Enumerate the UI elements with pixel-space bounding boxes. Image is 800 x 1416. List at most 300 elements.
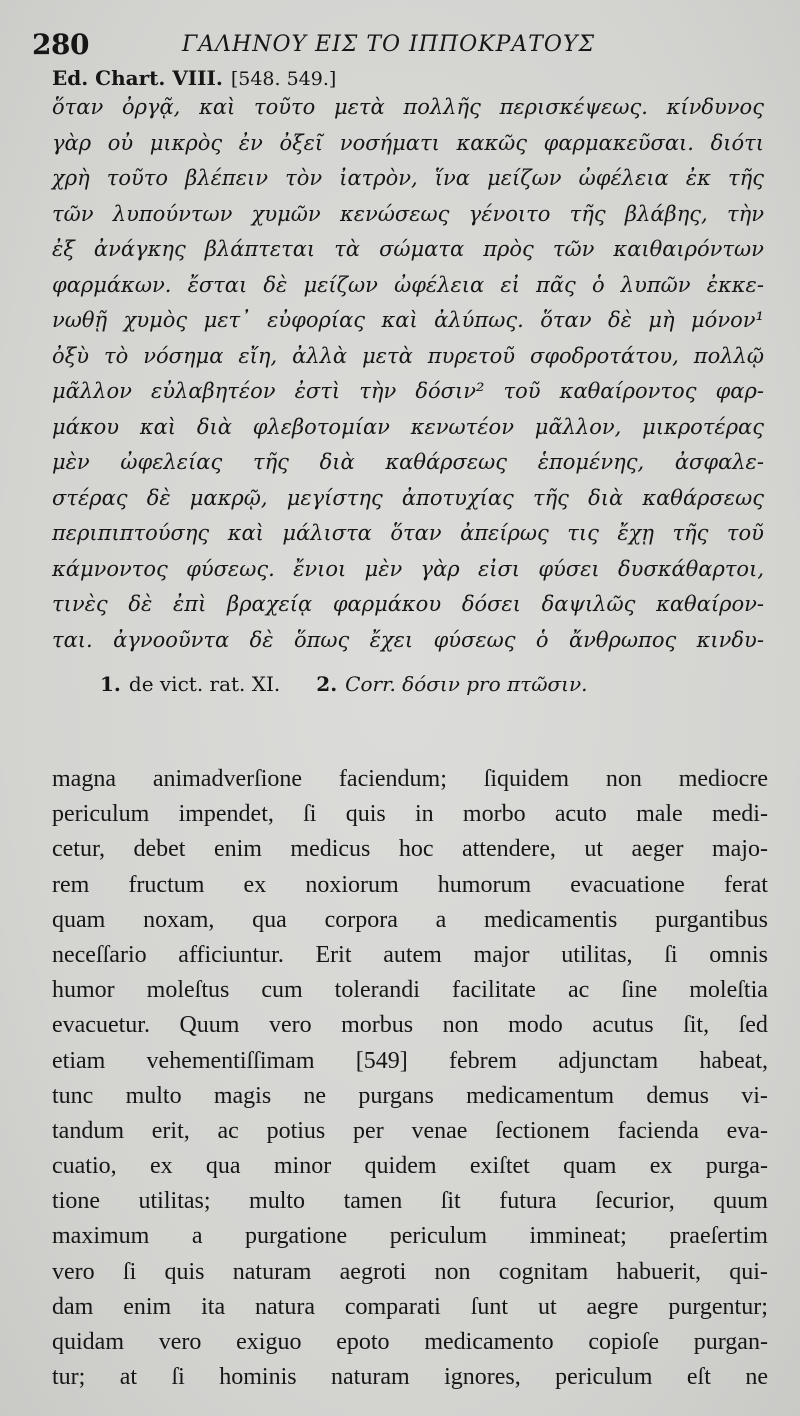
greek-text-line [52, 268, 764, 304]
word: χυμὸς [123, 308, 188, 332]
word: τοῦ [503, 379, 541, 403]
word: μάκου [52, 414, 120, 439]
word: evacuatione [570, 871, 685, 898]
word: ferat [723, 871, 768, 898]
latin-text-line [52, 1325, 768, 1360]
latin-text-line [52, 1044, 768, 1079]
word: ſi [303, 801, 317, 828]
word: ἔσται [187, 272, 248, 297]
greek-text-line [52, 126, 764, 162]
word: τῶν [52, 201, 94, 226]
latin-text-line [52, 1008, 768, 1043]
footnote-number: 2. [316, 672, 338, 696]
word: ac [567, 977, 590, 1004]
word: πρὸς [483, 237, 534, 261]
word: φλεβοτομίαν [252, 414, 390, 439]
word: νωθῇ [52, 308, 108, 332]
word: afficiuntur. [178, 941, 284, 968]
word: κάμνοντος [52, 556, 168, 581]
word: major [473, 941, 530, 968]
greek-text-line [52, 197, 764, 233]
word: κενώσεως [339, 201, 450, 226]
word: cuatio, [52, 1153, 117, 1180]
word: ſed [738, 1012, 768, 1039]
word: δαψιλῶς [541, 592, 636, 616]
word: βραχείᾳ [227, 592, 313, 616]
word: φύσεως [433, 627, 516, 652]
word: aegre [586, 1293, 639, 1320]
word: οὐ [107, 130, 134, 155]
latin-text-line [52, 797, 768, 832]
word: ὠφέλεια [578, 166, 669, 190]
greek-text-block [52, 90, 764, 658]
word: τοῦτο [253, 95, 316, 119]
word: ac [217, 1117, 239, 1144]
word: μετὰ [362, 343, 413, 368]
footnote-number: 1. [100, 672, 121, 696]
word: περιπιπτούσης [52, 521, 210, 545]
word: σφοδροτάτου, [529, 343, 679, 368]
word: attendere, [461, 836, 556, 863]
word: τοῦ [726, 521, 764, 545]
word: διὰ [196, 414, 232, 439]
word: ται. [52, 627, 93, 652]
word: autem [383, 941, 442, 968]
word: medicamento [424, 1329, 554, 1355]
word: purgentur; [668, 1293, 768, 1320]
word: ſine [621, 977, 658, 1004]
word: εἰ [500, 272, 520, 297]
word: κακῶς [456, 130, 528, 155]
word: hominis [219, 1364, 297, 1391]
word: quidem [364, 1153, 437, 1180]
greek-text-line [52, 623, 764, 659]
word: εἰσι [477, 556, 521, 581]
word: venae [411, 1117, 468, 1144]
word: medi- [711, 801, 768, 828]
word: ſi [664, 941, 678, 968]
page-header [32, 28, 760, 68]
latin-text-line [52, 1184, 768, 1219]
word: [549] [355, 1047, 408, 1074]
word: ἀποτυχίας [401, 485, 514, 510]
word: vehementiſſimam [146, 1047, 315, 1074]
word: corpora [324, 906, 398, 933]
word: τῆς [532, 485, 569, 510]
word: ἐκ [685, 166, 711, 190]
word: ἵνα [434, 166, 470, 190]
running-title: ΓΑΛΗΝΟΥ ΕΙΣ ΤΟ ΙΠΠΟΚΡΑΤΟΥΣ [182, 32, 596, 57]
word: διότι [710, 130, 764, 155]
word: habuerit, [616, 1258, 701, 1285]
word: χρὴ [52, 166, 90, 190]
word: impendet, [178, 801, 274, 828]
word: a [191, 1223, 203, 1250]
word: qua [205, 1153, 241, 1180]
word: ἀγνοοῦντα [113, 627, 230, 652]
word: ὠφέλεια [394, 272, 485, 297]
page-number: 280 [32, 28, 89, 61]
word: πᾶς [536, 272, 576, 297]
word: erit, [151, 1117, 190, 1144]
word: δὲ [263, 272, 288, 297]
word: ὅταν [390, 521, 442, 545]
word: periculum [389, 1223, 487, 1250]
word: quam [563, 1153, 617, 1180]
greek-text-line [52, 481, 764, 517]
greek-text-line [52, 303, 764, 339]
word: δυσκάθαρτοι, [617, 556, 764, 581]
word: μᾶλλον [52, 379, 132, 403]
word: qua [252, 906, 287, 933]
word: καὶ [139, 414, 177, 439]
footnote [100, 672, 280, 696]
footnote-text: Corr. δόσιν pro πτῶσιν. [345, 672, 588, 696]
word: periculum [555, 1364, 653, 1391]
word: medicus [290, 836, 371, 863]
word: natura [255, 1293, 315, 1320]
latin-text-line [52, 1219, 768, 1254]
word: εἴη, [238, 343, 278, 368]
word: aeger [631, 836, 684, 863]
latin-text-line [52, 1255, 768, 1290]
greek-text-line [52, 410, 764, 446]
word: eva- [726, 1117, 768, 1144]
word: omnis [709, 941, 768, 968]
word: acutus [592, 1012, 654, 1039]
greek-text-line [52, 516, 764, 552]
edition-reference [52, 66, 336, 90]
word: φαρμακεῦσαι. [543, 130, 694, 155]
word: fructum [128, 871, 205, 898]
word: δὲ [146, 485, 171, 510]
word: evacuetur. [52, 1012, 150, 1039]
word: τινὲς [52, 592, 108, 616]
word: τῶν [552, 237, 595, 261]
word: rem [52, 871, 90, 898]
latin-text-line [52, 938, 768, 973]
latin-text-line [52, 1360, 768, 1395]
word: noxam, [143, 906, 215, 933]
word: exiguo [236, 1329, 302, 1355]
word: vi- [741, 1082, 768, 1109]
word: μακρῷ, [189, 485, 268, 510]
word: tunc [52, 1082, 94, 1109]
word: non [442, 1012, 479, 1039]
word: τὸν [285, 166, 323, 190]
word: τὸ [103, 343, 129, 368]
word: ἐξ [52, 237, 75, 261]
word: majo- [711, 836, 768, 863]
word: mediocre [678, 766, 768, 792]
word: ſecurior, [595, 1188, 675, 1215]
word: τῆς [252, 450, 289, 474]
word: tolerandi [334, 977, 420, 1004]
word: per [353, 1117, 384, 1144]
word: τῆς [728, 166, 764, 190]
word: multo [249, 1188, 306, 1215]
word: ἐπὶ [173, 592, 207, 616]
word: κινδυ- [696, 627, 764, 652]
word: ignores, [444, 1364, 521, 1391]
word: male [636, 801, 683, 828]
word: ἄνθρωπος [568, 627, 677, 652]
word: ἑπομένης, [537, 450, 645, 474]
word: habeat, [699, 1047, 768, 1074]
word: μετ᾽ [203, 308, 251, 332]
word: tandum [52, 1117, 124, 1144]
latin-text-line [52, 832, 768, 867]
word: γένοιτο [468, 201, 551, 226]
word: quis [345, 801, 386, 828]
word: λυπούντων [112, 201, 233, 226]
word: enim [213, 836, 262, 863]
word: ita [201, 1293, 226, 1320]
word: τις [567, 521, 599, 545]
word: βλέπειν [185, 166, 268, 190]
word: ex [243, 871, 267, 898]
word: ἔχῃ [617, 521, 654, 545]
word: utilitas, [561, 941, 633, 968]
word: δὲ [607, 308, 632, 332]
word: τὴν [359, 379, 397, 403]
greek-text-line [52, 90, 764, 126]
word: εὐλαβητέον [150, 379, 276, 403]
word: ne [745, 1364, 768, 1391]
word: facienda [617, 1117, 699, 1144]
word: magis [213, 1082, 272, 1109]
word: μετὰ [333, 95, 385, 119]
word: ſi [122, 1258, 137, 1285]
word: ex [649, 1153, 673, 1180]
word: tamen [343, 1188, 403, 1215]
word: βλάπτεται [204, 237, 316, 261]
word: adjunctam [558, 1047, 659, 1074]
word: κενωτέον [410, 414, 514, 439]
word: in [414, 801, 434, 828]
word: facilitate [451, 977, 536, 1004]
word: εὐφορίας [267, 308, 366, 332]
latin-text-line [52, 1290, 768, 1325]
word: μὴ [648, 308, 675, 332]
word: ne [303, 1082, 327, 1109]
word: humorum [437, 871, 532, 898]
word: quis [164, 1258, 205, 1285]
word: ὅταν [540, 308, 592, 332]
greek-text-line [52, 552, 764, 588]
latin-text-block [52, 762, 768, 1395]
latin-text-line [52, 1149, 768, 1184]
word: ἀπείρως [460, 521, 549, 545]
word: moleſtia [689, 977, 768, 1004]
word: magna [52, 766, 116, 792]
word: λυπῶν [620, 272, 691, 297]
word: ὀργᾷ, [121, 95, 181, 119]
word: περισκέψεως. [499, 95, 648, 119]
word: exiſtet [469, 1153, 530, 1180]
word: qui- [729, 1258, 768, 1285]
word: tur; [52, 1364, 86, 1391]
word: ἐστὶ [294, 379, 341, 403]
word: πυρετοῦ [427, 343, 515, 368]
word: multo [125, 1082, 182, 1109]
word: διὰ [319, 450, 355, 474]
word: ſi [171, 1364, 185, 1391]
word: καὶ [199, 95, 236, 119]
edition-page-ref: [548. 549.] [230, 68, 337, 90]
word: aegroti [339, 1258, 407, 1285]
word: medicamentis [484, 906, 618, 933]
word: τὰ [334, 237, 360, 261]
word: γὰρ [52, 130, 92, 155]
word: vero [268, 1012, 312, 1039]
word: νοσήματι [339, 130, 440, 155]
word: quum [713, 1188, 768, 1215]
greek-text-line [52, 339, 764, 375]
word: σώματα [379, 237, 465, 261]
word: humor [52, 977, 115, 1004]
word: μὲν [52, 450, 90, 474]
word: vero [52, 1258, 95, 1285]
word: τῆς [569, 201, 606, 226]
word: καὶ [381, 308, 418, 332]
word: ex [149, 1153, 173, 1180]
word: febrem [448, 1047, 517, 1074]
word: etiam [52, 1047, 106, 1074]
word: enim [123, 1293, 172, 1320]
latin-text-line [52, 973, 768, 1008]
word: φύσεως. [186, 556, 275, 581]
word: vero [158, 1329, 202, 1355]
word: καιθαιρόντων [613, 237, 764, 261]
word: ἐκκε- [706, 272, 764, 297]
word: γὰρ [420, 556, 460, 581]
word: διὰ [588, 485, 624, 510]
word: debet [133, 836, 186, 863]
word: neceſſario [52, 941, 147, 968]
word: φαρμάκων. [52, 272, 172, 297]
word: μείζων [303, 272, 378, 297]
word: καθάρσεως [642, 485, 764, 510]
word: naturam [232, 1258, 312, 1285]
word: non [434, 1258, 471, 1285]
word: φαρ- [715, 379, 764, 403]
word: quidam [52, 1329, 124, 1355]
word: periculum [52, 801, 150, 828]
edition-label: Ed. Chart. VIII. [52, 66, 223, 90]
word: at [119, 1364, 138, 1391]
word: ὁ [591, 272, 605, 297]
word: ſunt [470, 1293, 509, 1320]
footnotes [100, 672, 624, 696]
word: φαρμάκου [332, 592, 442, 616]
word: καθάρσεως [385, 450, 508, 474]
word: ſit [440, 1188, 461, 1215]
word: quam [52, 906, 106, 933]
word: dam [52, 1293, 94, 1320]
word: comparati [344, 1293, 441, 1320]
word: τὴν [727, 201, 764, 226]
word: minor [273, 1153, 332, 1180]
word: purgans [358, 1082, 434, 1109]
word: ὠφελείας [120, 450, 223, 474]
word: faciendum; [338, 766, 447, 792]
latin-text-line [52, 1079, 768, 1114]
word: Erit [315, 941, 352, 968]
word: μεγίστης [286, 485, 383, 510]
word: potius [266, 1117, 326, 1144]
greek-text-line [52, 374, 764, 410]
word: βλάβης, [624, 201, 708, 226]
word: utilitas; [138, 1188, 211, 1215]
word: μάλιστα [282, 521, 372, 545]
word: modo [508, 1012, 563, 1039]
latin-text-line [52, 1114, 768, 1149]
word: non [605, 766, 642, 792]
word: cum [261, 977, 303, 1004]
word: ἔχει [369, 627, 414, 652]
word: μικρὸς [149, 130, 223, 155]
word: ὀξὺ [52, 343, 89, 368]
word: ſit, [683, 1012, 710, 1039]
word: χυμῶν [251, 201, 321, 226]
word: μόνον¹ [691, 308, 764, 332]
word: eſt [686, 1364, 711, 1391]
word: καθαίροντος [559, 379, 697, 403]
word: πολλῷ [693, 343, 764, 368]
word: μὲν [364, 556, 403, 581]
greek-text-line [52, 232, 764, 268]
word: τῆς [672, 521, 709, 545]
word: purgatione [244, 1223, 348, 1250]
word: moleſtus [146, 977, 230, 1004]
word: νόσημα [143, 343, 224, 368]
word: tione [52, 1188, 100, 1215]
latin-text-line [52, 762, 768, 797]
word: ἐν [238, 130, 263, 155]
word: ut [584, 836, 604, 863]
word: morbus [341, 1012, 414, 1039]
word: hoc [398, 836, 434, 863]
word: καὶ [227, 521, 264, 545]
greek-text-line [52, 445, 764, 481]
greek-text-line [52, 161, 764, 197]
latin-text-line [52, 903, 768, 938]
word: πολλῆς [403, 95, 481, 119]
word: a [435, 906, 447, 933]
word: futura [499, 1188, 557, 1215]
word: ſiquidem [483, 766, 570, 792]
word: ſectionem [495, 1117, 590, 1144]
word: copioſe [588, 1329, 659, 1355]
word: τοῦτο [106, 166, 169, 190]
word: cetur, [52, 836, 106, 863]
word: praeſertim [669, 1223, 768, 1250]
word: animadverſione [152, 766, 303, 792]
word: naturam [331, 1364, 410, 1391]
word: medicamentum [466, 1082, 615, 1109]
word: μικροτέρας [642, 414, 764, 439]
word: δόσει [461, 592, 521, 616]
word: ἀνάγκης [93, 237, 186, 261]
footnote [316, 672, 587, 696]
word: ὅταν [52, 95, 104, 119]
word: purga- [705, 1153, 768, 1180]
word: ἰατρὸν, [339, 166, 418, 190]
word: καθαίρον- [656, 592, 764, 616]
word: δόσιν² [415, 379, 485, 403]
word: cognitam [498, 1258, 589, 1285]
